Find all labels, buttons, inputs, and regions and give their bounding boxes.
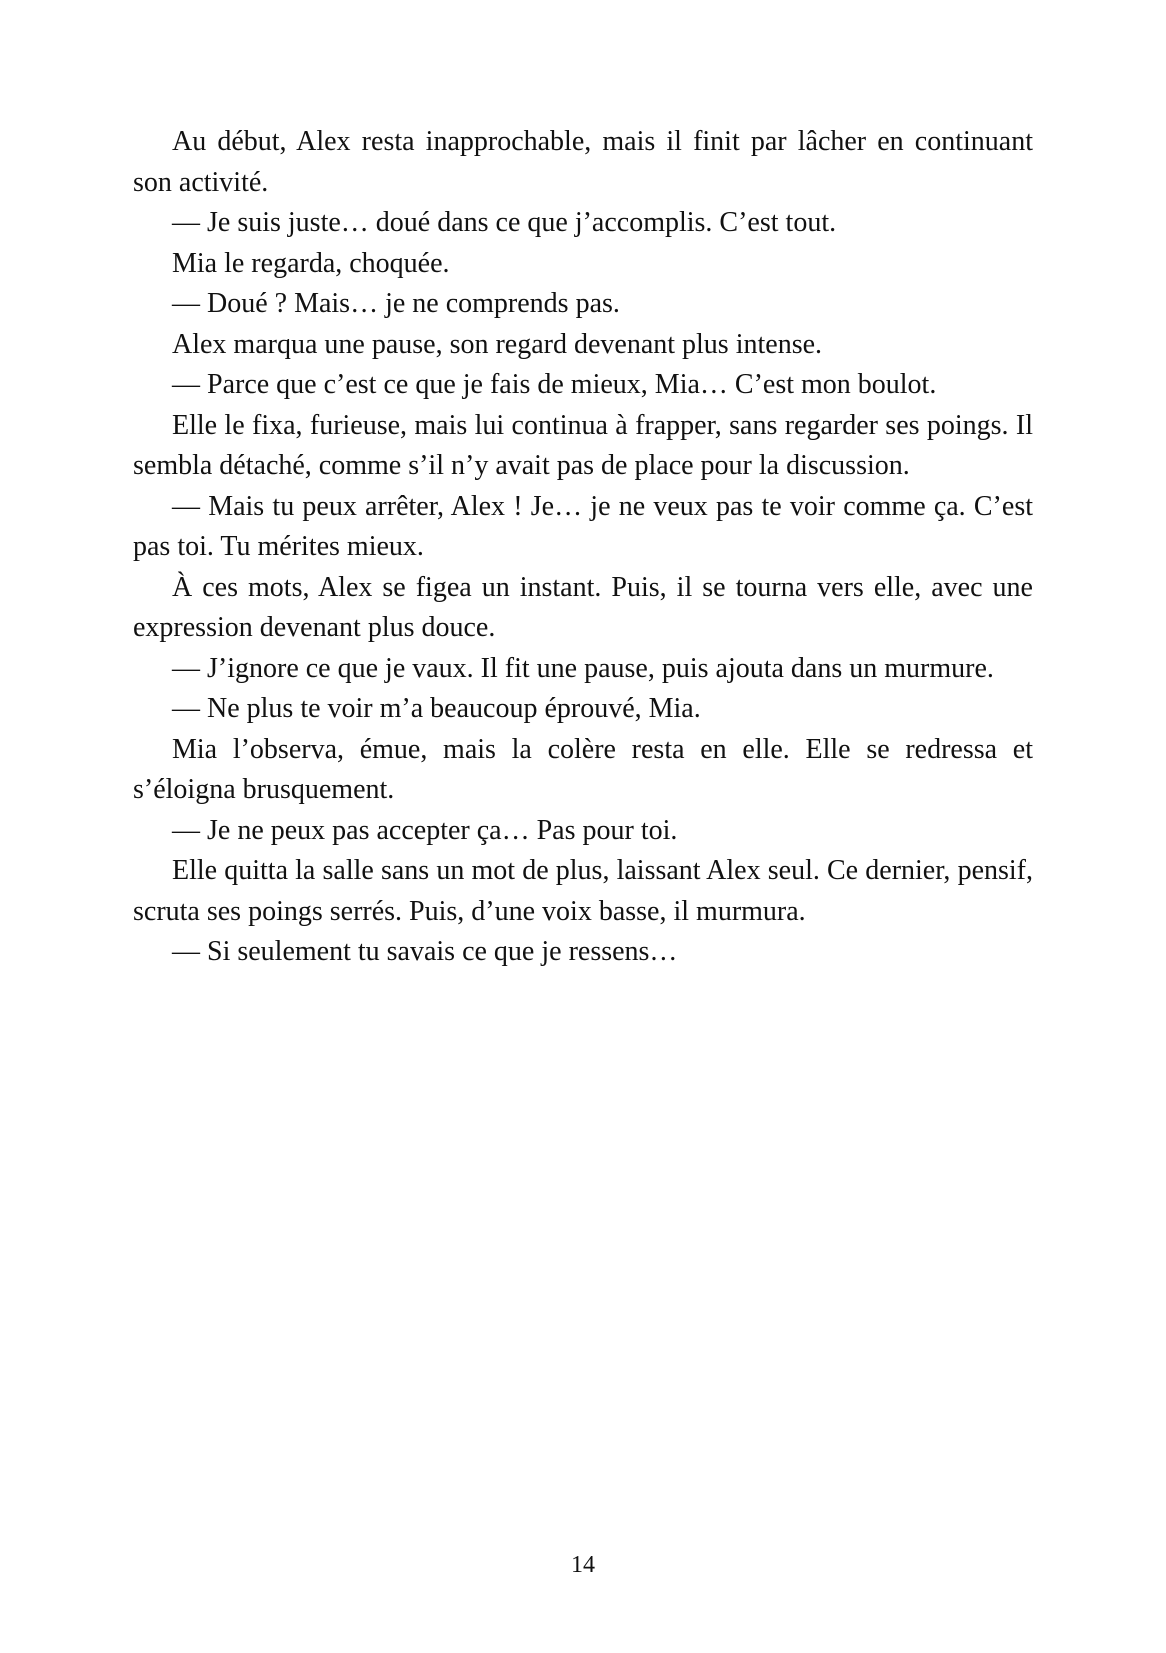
dialogue-line: — Je ne peux pas accepter ça… Pas pour toi. — [172, 814, 678, 846]
dialogue-line: — J’ignore ce que je vaux. Il fit une pause, puis ajouta dans un murmure. — [172, 652, 994, 684]
paragraph: Alex marqua une pause, son regard devenant plus intense. — [172, 328, 823, 360]
paragraph: Elle le fixa, furieuse, mais lui continua à frapper, sans regarder ses poings. Il sembla détaché, comme s’il n’y avait pas de place pour la discussion. — [133, 409, 1033, 481]
dialogue-line: — Mais tu peux arrêter, Alex ! Je… je ne veux pas te voir comme ça. C’est pas toi. Tu mérites mieux. — [133, 490, 1033, 562]
paragraph: À ces mots, Alex se figea un instant. Puis, il se tourna vers elle, avec une expression devenant plus douce. — [133, 571, 1033, 643]
paragraph: Elle quitta la salle sans un mot de plus, laissant Alex seul. Ce dernier, pensif, scruta ses poings serrés. Puis, d’une voix basse, il murmura. — [133, 855, 1033, 927]
dialogue-line: — Doué ? Mais… je ne comprends pas. — [172, 288, 620, 319]
dialogue-line: — Parce que c’est ce que je fais de mieux, Mia… C’est mon boulot. — [172, 369, 937, 400]
dialogue-line: — Ne plus te voir m’a beaucoup éprouvé, Mia. — [172, 693, 701, 724]
paragraph: Mia l’observa, émue, mais la colère resta en elle. Elle se redressa et s’éloigna brusquement. — [133, 733, 1033, 805]
paragraph: Mia le regarda, choquée. — [172, 247, 450, 279]
dialogue-line: — Si seulement tu savais ce que je ressens… — [172, 936, 678, 967]
body-text — [133, 122, 1033, 973]
dialogue-line: — Je suis juste… doué dans ce que j’accomplis. C’est tout. — [172, 207, 837, 238]
page-number: 14 — [571, 1552, 595, 1578]
paragraph: Au début, Alex resta inapprochable, mais il finit par lâcher en continuant son activité. — [133, 126, 1033, 198]
